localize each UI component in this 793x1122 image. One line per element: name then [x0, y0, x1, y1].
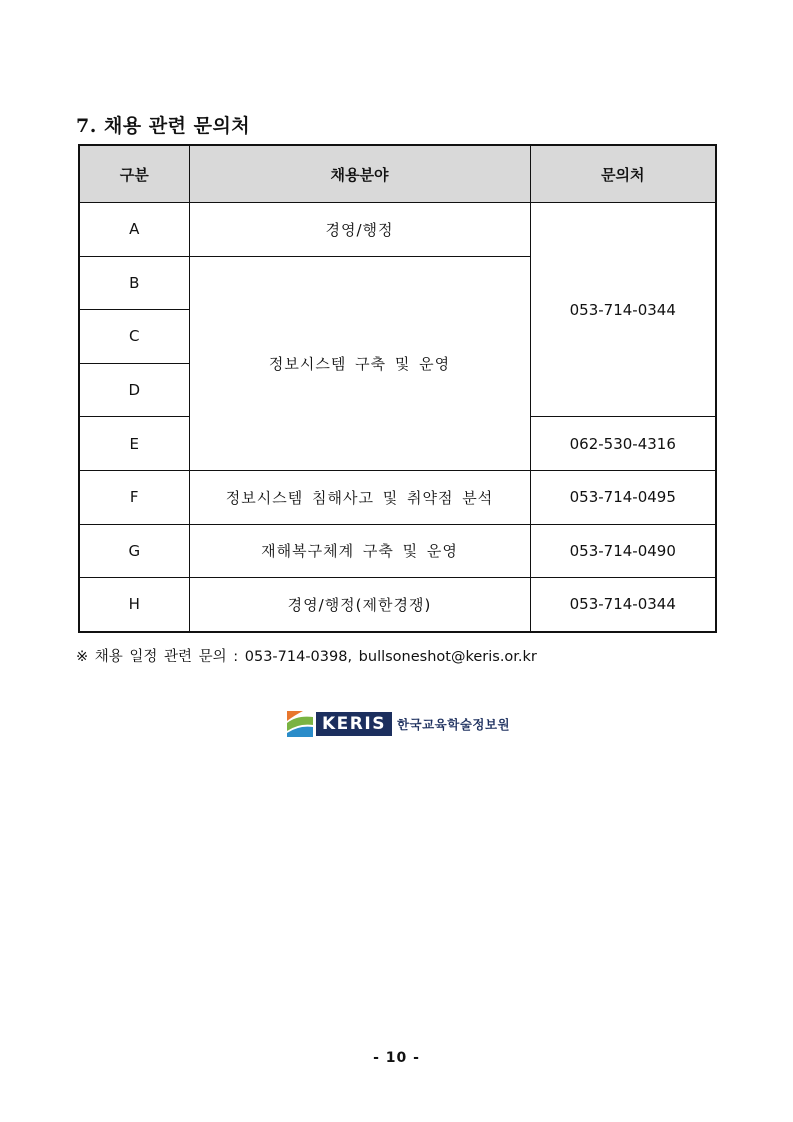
- contact-cell: 062-530-4316: [530, 417, 716, 471]
- field-cell: 경영/행정: [189, 203, 530, 257]
- header-contact: 문의처: [530, 145, 716, 203]
- category-cell: C: [79, 310, 189, 364]
- table-row: [79, 578, 716, 632]
- category-cell: E: [79, 417, 189, 471]
- keris-org-name: 한국교육학술정보원: [396, 717, 511, 732]
- keris-abbr: KERIS: [316, 712, 392, 736]
- category-cell: H: [79, 578, 189, 632]
- table-row: [79, 524, 716, 578]
- keris-logo: [287, 711, 510, 737]
- page-number: - 10 -: [373, 1050, 420, 1066]
- header-category: 구분: [79, 145, 189, 203]
- category-cell: A: [79, 203, 189, 257]
- contact-cell: 053-714-0344: [530, 203, 716, 417]
- section-title: 7. 채용 관련 문의처: [76, 115, 251, 137]
- recruitment-contact-table: [78, 144, 717, 633]
- category-cell: G: [79, 524, 189, 578]
- schedule-inquiry-note: ※ 채용 일정 관련 문의 : 053-714-0398, bullsoneshot@keris.or.kr: [76, 649, 537, 665]
- contact-cell: 053-714-0344: [530, 578, 716, 632]
- field-cell: 정보시스템 구축 및 운영: [189, 256, 530, 470]
- header-field: 채용분야: [189, 145, 530, 203]
- table-row: [79, 203, 716, 257]
- keris-emblem-icon: [287, 711, 313, 737]
- table-row: [79, 470, 716, 524]
- contact-cell: 053-714-0490: [530, 524, 716, 578]
- field-cell: 경영/행정(제한경쟁): [189, 578, 530, 632]
- table-header-row: [79, 145, 716, 203]
- contact-cell: 053-714-0495: [530, 470, 716, 524]
- field-cell: 정보시스템 침해사고 및 취약점 분석: [189, 470, 530, 524]
- field-cell: 재해복구체계 구축 및 운영: [189, 524, 530, 578]
- category-cell: B: [79, 256, 189, 310]
- category-cell: D: [79, 363, 189, 417]
- category-cell: F: [79, 470, 189, 524]
